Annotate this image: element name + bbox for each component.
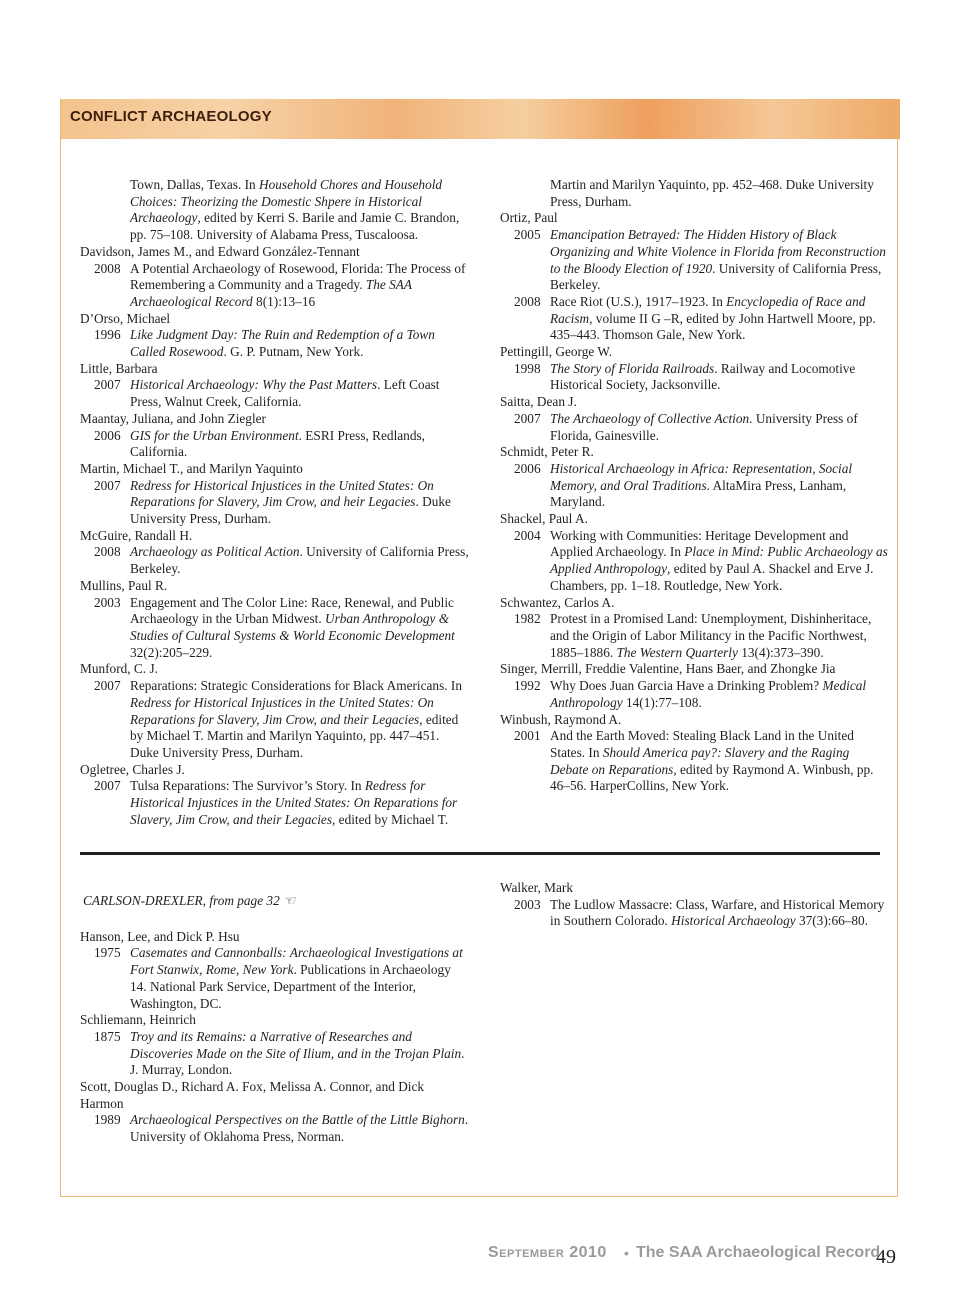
reference-author: Ortiz, Paul xyxy=(500,210,558,226)
reference-entry: 2007 Historical Archaeology: Why the Past Matters. Left Coast Press, Walnut Creek, California. xyxy=(94,377,440,410)
reference-entry: 2008 Archaeology as Political Action. University of California Press, Berkeley. xyxy=(94,544,469,577)
reference-entry: 1996 Like Judgment Day: The Ruin and Redemption of a Town Called Rosewood. G. P. Putnam, New York. xyxy=(94,327,435,360)
reference-entry: 1982 Protest in a Promised Land: Unemployment, Dishinheritace, and the Origin of Labor Militancy in the Pacific Northwest, 1885–1886. The Western Quarterly 13(4):373–390. xyxy=(514,611,872,660)
reference-author: Saitta, Dean J. xyxy=(500,394,577,410)
footer-bullet: • xyxy=(624,1245,629,1261)
reference-entry: 2007 Tulsa Reparations: The Survivor’s Story. In Redress for Historical Injustices in the United States: On Reparations for Slavery, Jim Crow, and their Legacies, edited by Michael T. xyxy=(94,778,458,827)
footer-journal-title: The SAA Archaeological Record xyxy=(636,1244,881,1261)
reference-entry: 2008 A Potential Archaeology of Rosewood, Florida: The Process of Remembering a Community and a Tragedy. The SAA Archaeological Record 8(1):13–16 xyxy=(94,260,466,309)
reference-entry: 2006 GIS for the Urban Environment. ESRI Press, Redlands, California. xyxy=(94,427,425,460)
reference-author: Schmidt, Peter R. xyxy=(500,444,594,460)
section-divider xyxy=(80,852,880,855)
reference-entry: 1992 Why Does Juan Garcia Have a Drinking Problem? Medical Anthropology 14(1):77–108. xyxy=(514,678,867,710)
reference-entry: 2007 Redress for Historical Injustices in the United States: On Reparations for Slavery, Jim Crow, and heir Legacies. Duke University Press, Durham. xyxy=(94,477,451,527)
reference-continuation: Martin and Marilyn Yaquinto, pp. 452–468. Duke University Press, Durham. xyxy=(550,177,874,209)
reference-author: Schwantez, Carlos A. xyxy=(500,594,615,610)
reference-author: Maantay, Juliana, and John Ziegler xyxy=(80,410,266,426)
reference-author: McGuire, Randall H. xyxy=(80,527,193,543)
reference-author: Martin, Michael T., and Marilyn Yaquinto xyxy=(80,460,303,476)
reference-author: Singer, Merrill, Freddie Valentine, Hans Baer, and Zhongke Jia xyxy=(500,661,836,677)
reference-author: Walker, Mark xyxy=(500,880,573,895)
reference-author: Davidson, James M., and Edward González-Tennant xyxy=(80,243,360,259)
reference-continuation: Town, Dallas, Texas. In Household Chores and Household Choices: Theorizing the Domestic Shpere in Historical Archaeology, edited by Kerri S. Barile and Jamie C. Brandon, pp. 75–108. University of Alabama Press, Tuscaloosa. xyxy=(130,177,460,243)
scroll-hand-icon: ☜ xyxy=(283,893,295,908)
reference-entry: 2003 Engagement and The Color Line: Race, Renewal, and Public Archaeology in the Urban Midwest. Urban Anthropology & Studies of Cultural Systems & World Economic Development 32(2):205–229. xyxy=(94,594,455,660)
reference-entry: 2001 And the Earth Moved: Stealing Black Land in the United States. In Should America pay?: Slavery and the Raging Debate on Reparations, edited by Raymond A. Winbush, pp. 46–56. HarperCollins, New York. xyxy=(514,728,874,794)
continued-from-label: CARLSON-DREXLER, from page 32 ☜ xyxy=(83,893,295,908)
reference-author: Mullins, Paul R. xyxy=(80,577,168,593)
reference-author: Scott, Douglas D., Richard A. Fox, Melissa A. Connor, and Dick Harmon xyxy=(80,1079,425,1111)
carlson-references xyxy=(80,893,470,1146)
references-left-column xyxy=(80,177,470,828)
footer-issue-date: September 2010 xyxy=(488,1244,607,1261)
reference-entry: 1975 Casemates and Cannonballs: Archaeological Investigations at Fort Stanwix, Rome, New York. Publications in Archaeology 14. National Park Service, Department of the Interior, Washington, DC. xyxy=(94,945,463,1011)
page-number: 49 xyxy=(876,1246,896,1268)
reference-author: D’Orso, Michael xyxy=(80,310,171,326)
reference-author: Shackel, Paul A. xyxy=(500,511,588,527)
reference-entry: 2007 Reparations: Strategic Considerations for Black Americans. In Redress for Historical Injustices in the United States: On Reparations for Slavery, Jim Crow, and their Legacies, edited by Michael T. Martin and Marilyn Yaquinto, pp. 447–451. Duke University Press, Durham. xyxy=(94,678,462,760)
reference-author: Little, Barbara xyxy=(80,360,158,376)
references-right-column xyxy=(500,177,890,795)
section-title: CONFLICT ARCHAEOLOGY xyxy=(70,108,272,125)
reference-author: Ogletree, Charles J. xyxy=(80,761,185,777)
reference-author: Pettingill, George W. xyxy=(500,344,613,360)
page-footer xyxy=(488,1244,900,1272)
reference-author: Hanson, Lee, and Dick P. Hsu xyxy=(80,928,240,944)
reference-author: Schliemann, Heinrich xyxy=(80,1012,196,1028)
reference-entry: 1998 The Story of Florida Railroads. Railway and Locomotive Historical Society, Jacksonville. xyxy=(514,360,856,393)
reference-entry: 2007 The Archaeology of Collective Action. University Press of Florida, Gainesville. xyxy=(514,410,858,443)
reference-entry: 2004 Working with Communities: Heritage Development and Applied Archaeology. In Place in Mind: Public Archaeology as Applied Anthropology, edited by Paul A. Shackel and Erve J. Chambers, pp. 1–18. Routledge, New York. xyxy=(514,527,888,593)
reference-author: Winbush, Raymond A. xyxy=(500,711,622,727)
reference-author: Munford, C. J. xyxy=(80,661,158,677)
reference-entry: 2008 Race Riot (U.S.), 1917–1923. In Encyclopedia of Race and Racism, volume II G –R, edited by John Hartwell Moore, pp. 435–443. Thomson Gale, New York. xyxy=(514,293,876,343)
reference-entry: 2006 Historical Archaeology in Africa: Representation, Social Memory, and Oral Traditions. AltaMira Press, Lanham, Maryland. xyxy=(514,460,853,510)
reference-entry: 2003 The Ludlow Massacre: Class, Warfare, and Historical Memory in Southern Colorado. Historical Archaeology 37(3):66–80. xyxy=(514,896,885,929)
reference-entry: 1989 Archaeological Perspectives on the Battle of the Little Bighorn. University of Oklahoma Press, Norman. xyxy=(94,1112,469,1145)
carlson-references-right xyxy=(500,880,890,930)
reference-entry: 2005 Emancipation Betrayed: The Hidden History of Black Organizing and White Violence in Florida from Reconstruction to the Bloody Election of 1920. University of California Press, Berkeley. xyxy=(514,227,886,293)
reference-entry: 1875 Troy and its Remains: a Narrative of Researches and Discoveries Made on the Site of Ilium, and in the Trojan Plain. J. Murray, London. xyxy=(94,1028,465,1078)
